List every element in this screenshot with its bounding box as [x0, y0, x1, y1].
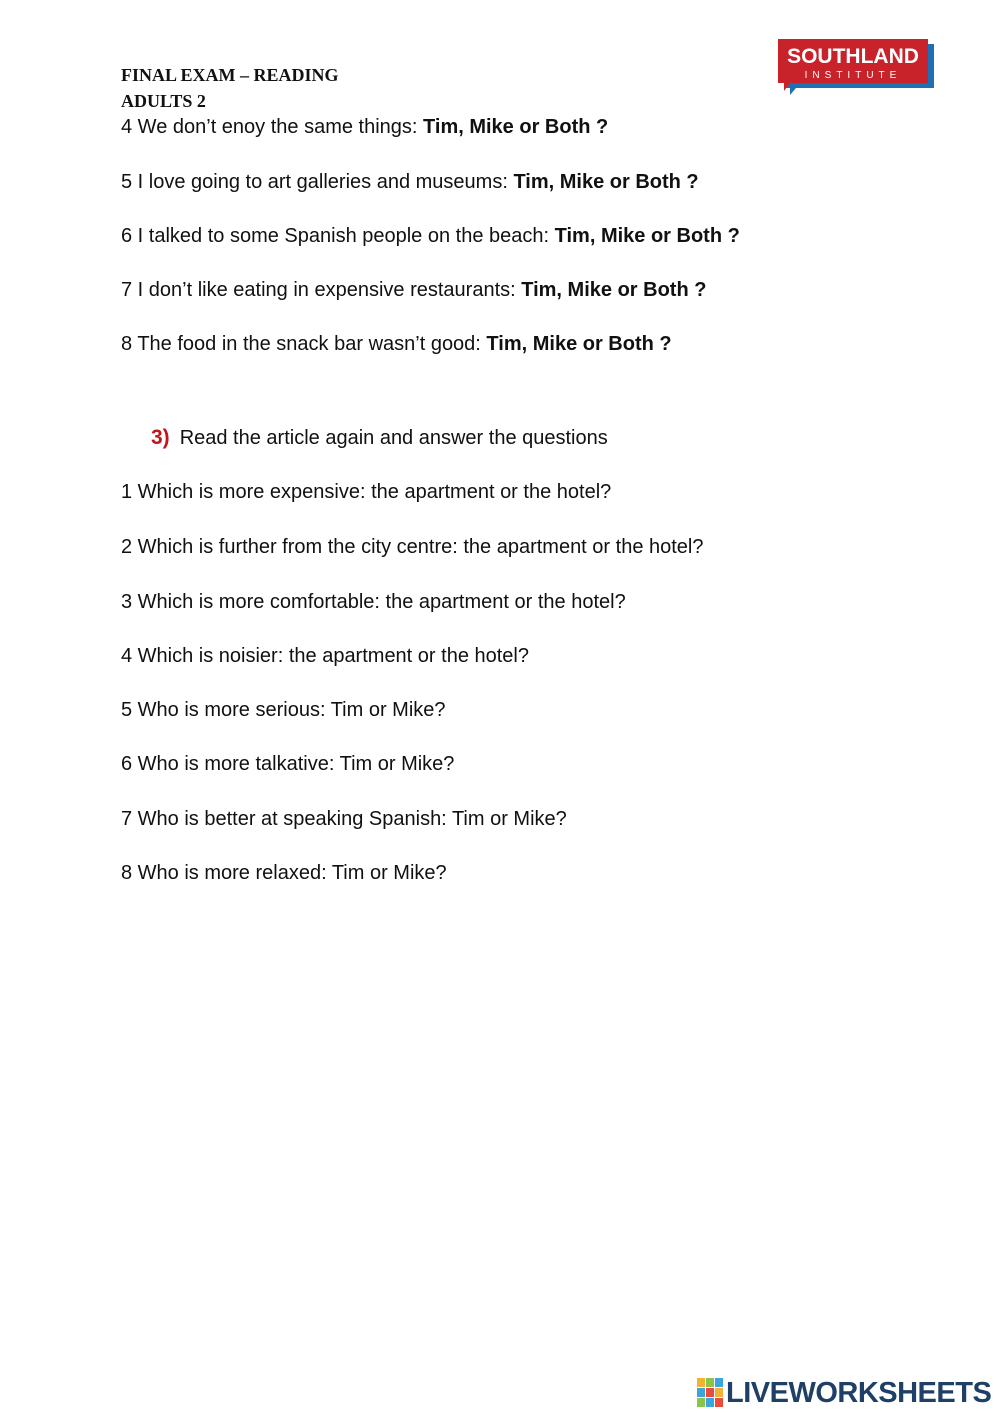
statement-choice: Tim, Mike or Both ?	[513, 171, 699, 193]
exam-title	[121, 62, 339, 114]
statement-choice: Tim, Mike or Both ?	[423, 116, 609, 138]
question-5: 5 Who is more serious: Tim or Mike?	[121, 699, 446, 721]
exam-title-line2: ADULTS 2	[121, 91, 206, 111]
statement-5	[121, 169, 699, 195]
section-3-heading	[151, 425, 608, 451]
statement-6	[121, 223, 740, 249]
liveworksheets-watermark	[697, 1376, 991, 1410]
question-4: 4 Which is noisier: the apartment or the hotel?	[121, 645, 529, 667]
exam-title-line1: FINAL EXAM – READING	[121, 65, 339, 85]
logo-name-line1: SOUTHLAND	[787, 45, 919, 68]
statement-text: 8 The food in the snack bar wasn’t good:	[121, 333, 487, 355]
statement-text: 4 We don’t enoy the same things:	[121, 116, 424, 138]
southland-institute-logo	[776, 38, 936, 98]
statement-text: 6 I talked to some Spanish people on the beach:	[121, 225, 555, 247]
liveworksheets-icon	[697, 1378, 723, 1408]
section-number: 3)	[151, 426, 170, 449]
statement-7	[121, 277, 706, 303]
statement-4	[121, 114, 608, 140]
logo-name-line2: INSTITUTE	[804, 70, 902, 81]
statement-text: 5 I love going to art galleries and museums:	[121, 171, 514, 193]
question-1: 1 Which is more expensive: the apartment or the hotel?	[121, 481, 612, 503]
question-3: 3 Which is more comfortable: the apartment or the hotel?	[121, 591, 626, 613]
statement-choice: Tim, Mike or Both ?	[554, 225, 740, 247]
statement-choice: Tim, Mike or Both ?	[521, 279, 707, 301]
liveworksheets-brand: LIVEWORKSHEETS	[726, 1377, 992, 1409]
statement-8	[121, 331, 672, 357]
question-8: 8 Who is more relaxed: Tim or Mike?	[121, 862, 447, 884]
statement-choice: Tim, Mike or Both ?	[486, 333, 672, 355]
section-instruction: Read the article again and answer the questions	[179, 427, 608, 449]
question-7: 7 Who is better at speaking Spanish: Tim or Mike?	[121, 808, 567, 830]
statement-text: 7 I don’t like eating in expensive restaurants:	[121, 279, 522, 301]
question-2: 2 Which is further from the city centre: the apartment or the hotel?	[121, 536, 704, 558]
question-6: 6 Who is more talkative: Tim or Mike?	[121, 753, 455, 775]
